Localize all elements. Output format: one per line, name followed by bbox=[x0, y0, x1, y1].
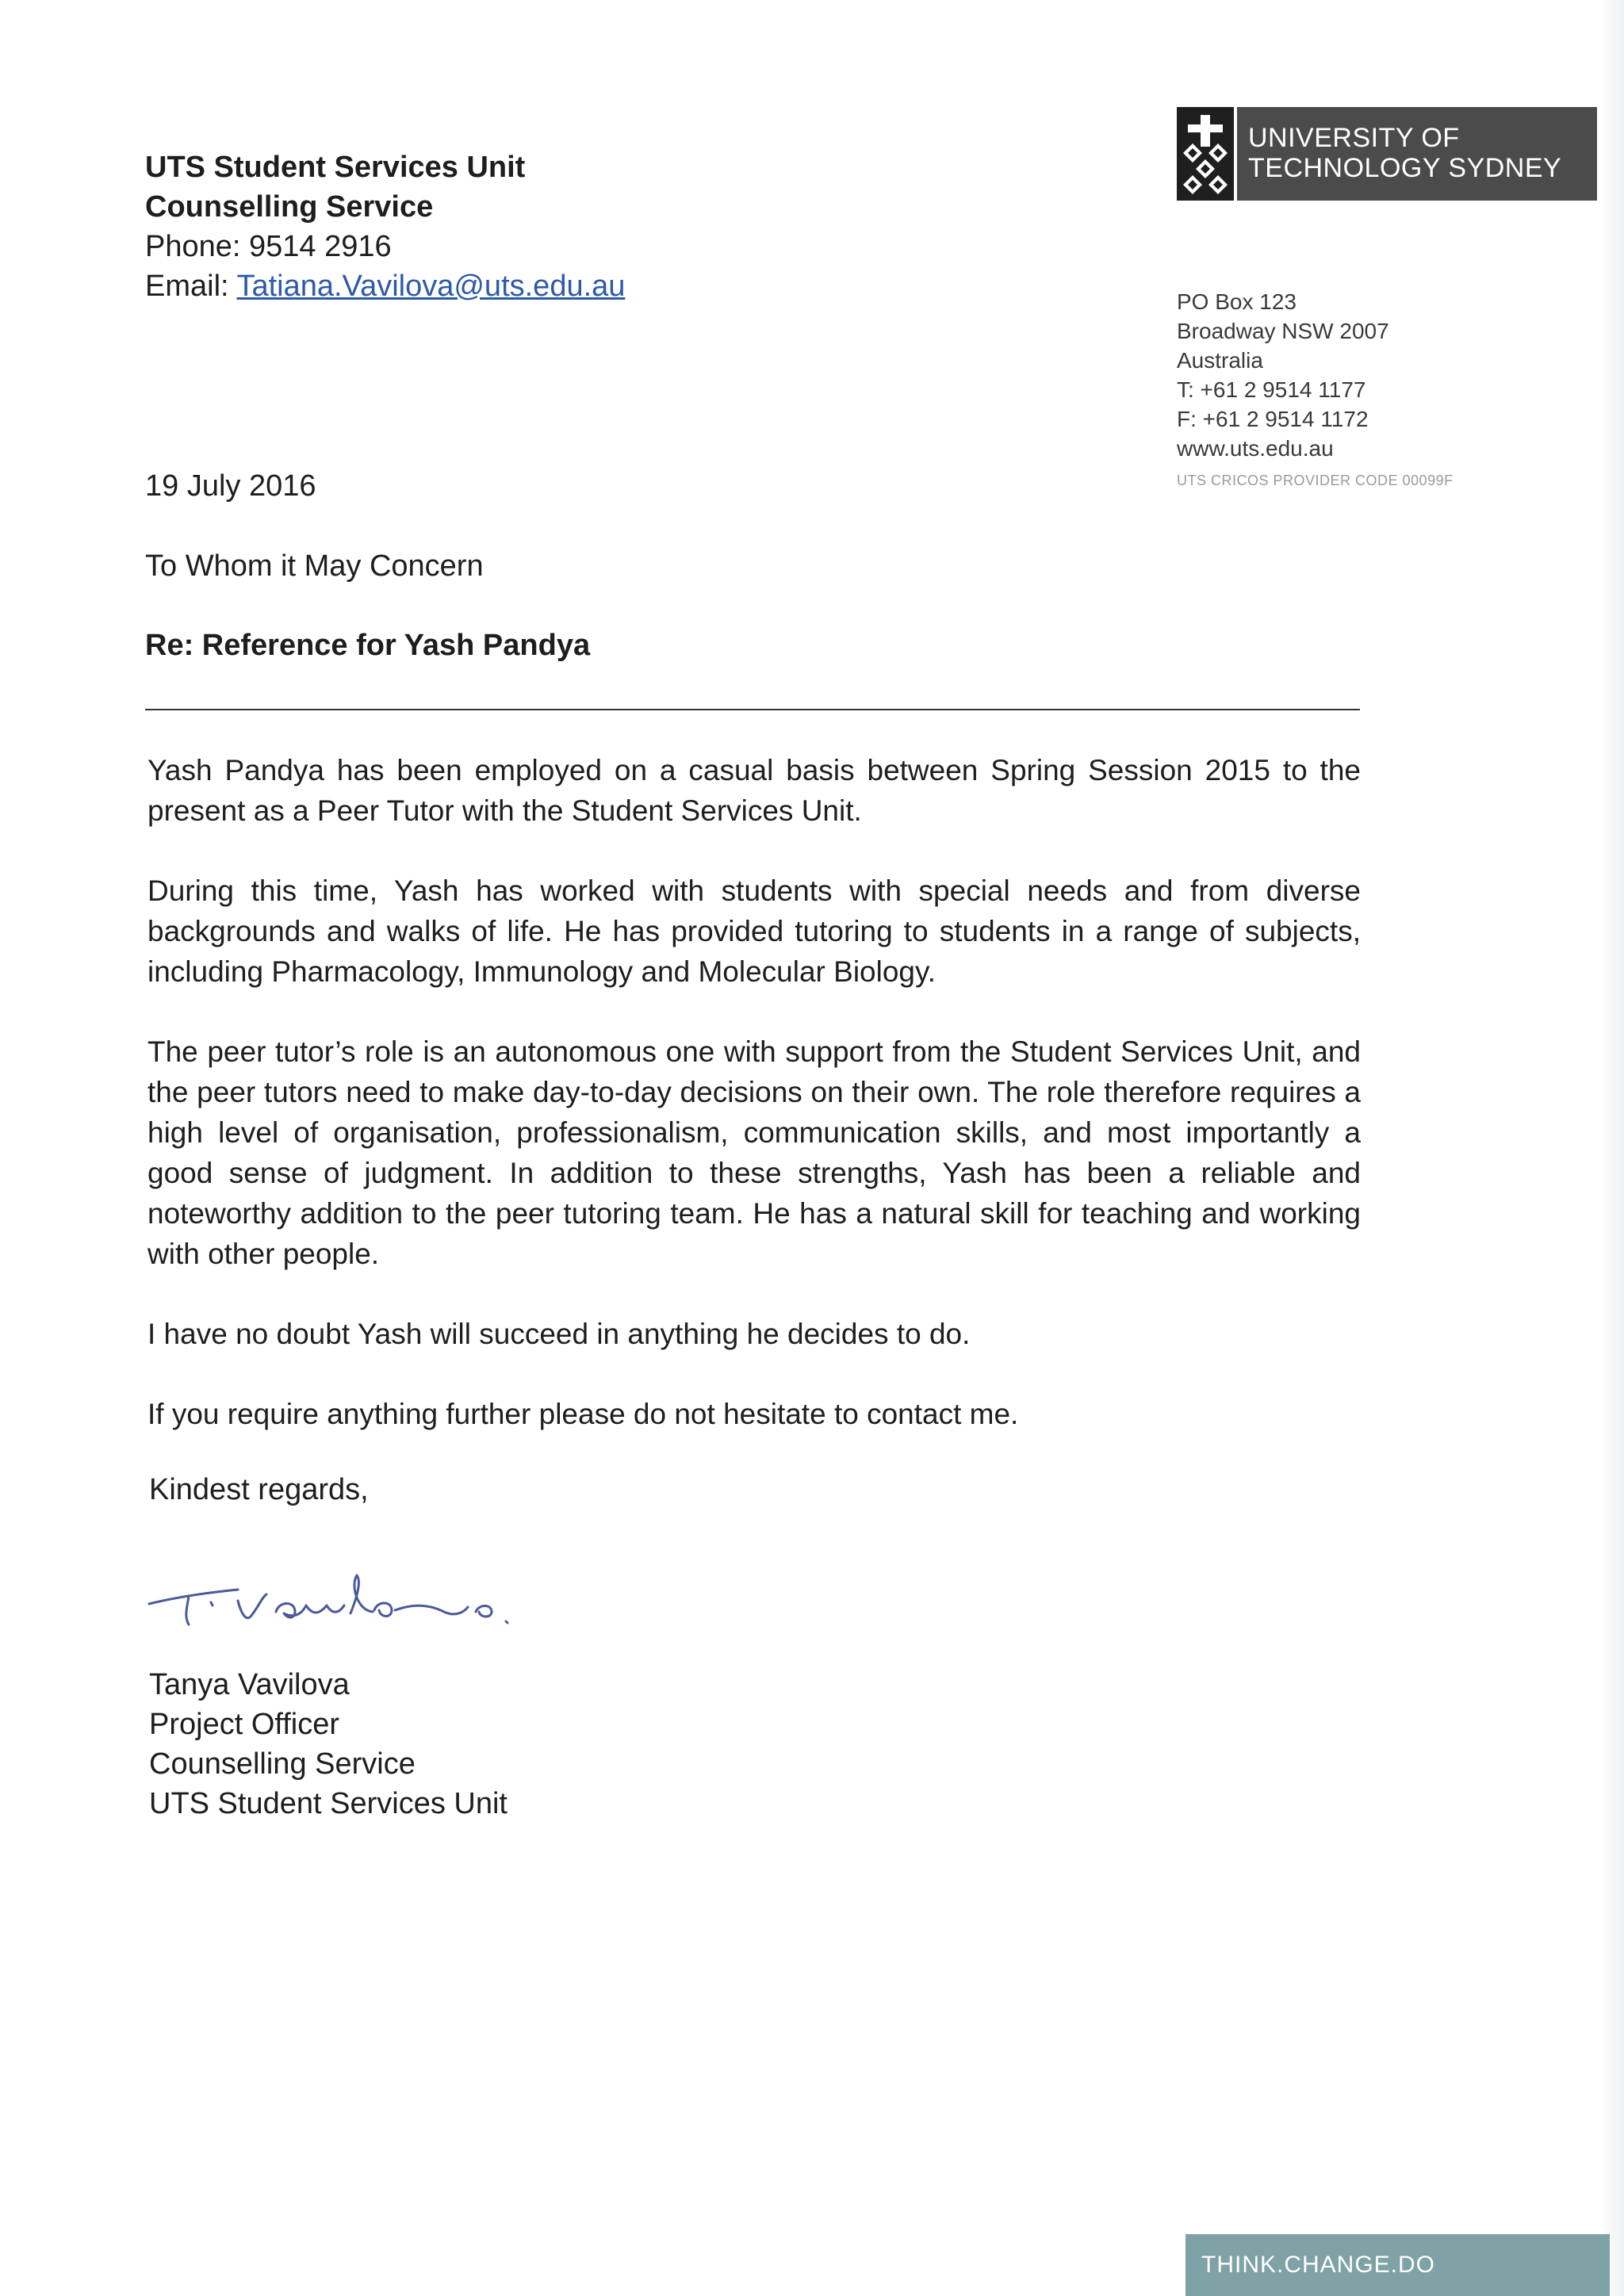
cricos-code: UTS CRICOS PROVIDER CODE 00099F bbox=[1177, 473, 1454, 488]
body-paragraph: The peer tutor’s role is an autonomous one with support from the Student Services Unit, and the peer tutors need to make day-to-day decisions on their own. The role therefore requires a high level of organisation, professionalism, communication skills, and most importantly a good sense of judgment. In addition to these strengths, Yash has been a reliable and noteworthy addition to the peer tutoring team. He has a natural skill for teaching and working with other people. bbox=[147, 1035, 1361, 1270]
sender-email-row bbox=[145, 266, 625, 306]
uts-emblem-icon bbox=[1177, 107, 1234, 201]
letter-subject: Re: Reference for Yash Pandya bbox=[145, 629, 591, 662]
letter-salutation: To Whom it May Concern bbox=[145, 549, 484, 583]
footer-tagline: THINK.CHANGE.DO bbox=[1185, 2234, 1610, 2296]
divider bbox=[145, 709, 1360, 710]
logo-line-2: TECHNOLOGY SYDNEY bbox=[1248, 153, 1562, 183]
body-paragraph: Yash Pandya has been employed on a casual basis between Spring Session 2015 to the present as a Peer Tutor with the Student Services Unit. bbox=[147, 754, 1361, 827]
signer-block bbox=[149, 1665, 508, 1823]
sender-email-link[interactable]: Tatiana.Vavilova@uts.edu.au bbox=[236, 270, 626, 303]
sender-email-label: Email: bbox=[145, 270, 237, 303]
letter-body bbox=[147, 750, 1361, 1474]
logo-line-1: UNIVERSITY OF bbox=[1248, 123, 1460, 153]
body-paragraph: During this time, Yash has worked with students with special needs and from diverse backgrounds and walks of life. He has provided tutoring to students in a range of subjects, including Pharmacology, Immunology and Molecular Biology. bbox=[147, 874, 1361, 988]
address-line-3: Australia bbox=[1177, 348, 1263, 373]
letter-closing: Kindest regards, bbox=[149, 1473, 369, 1506]
address-line-2: Broadway NSW 2007 bbox=[1177, 319, 1389, 343]
body-paragraph: If you require anything further please do not hesitate to contact me. bbox=[147, 1398, 1019, 1430]
uts-wordmark bbox=[1237, 107, 1597, 201]
sender-service: Counselling Service bbox=[145, 190, 434, 224]
uts-logo bbox=[1177, 107, 1597, 201]
letter-date: 19 July 2016 bbox=[145, 469, 316, 503]
university-address bbox=[1177, 287, 1454, 496]
address-phone: T: +61 2 9514 1177 bbox=[1177, 377, 1366, 402]
handwritten-signature bbox=[143, 1566, 587, 1653]
sender-unit: UTS Student Services Unit bbox=[145, 151, 526, 184]
address-website[interactable]: www.uts.edu.au bbox=[1177, 436, 1334, 461]
page-edge bbox=[1600, 0, 1624, 2296]
address-fax: F: +61 2 9514 1172 bbox=[1177, 407, 1369, 431]
signer-unit: UTS Student Services Unit bbox=[149, 1787, 508, 1820]
signer-title: Project Officer bbox=[149, 1708, 340, 1741]
sender-block bbox=[145, 147, 625, 306]
signer-name: Tanya Vavilova bbox=[149, 1668, 350, 1701]
signer-service: Counselling Service bbox=[149, 1747, 416, 1781]
address-line-1: PO Box 123 bbox=[1177, 289, 1297, 314]
body-paragraph: I have no doubt Yash will succeed in anything he decides to do. bbox=[147, 1318, 971, 1350]
sender-phone: Phone: 9514 2916 bbox=[145, 230, 392, 263]
